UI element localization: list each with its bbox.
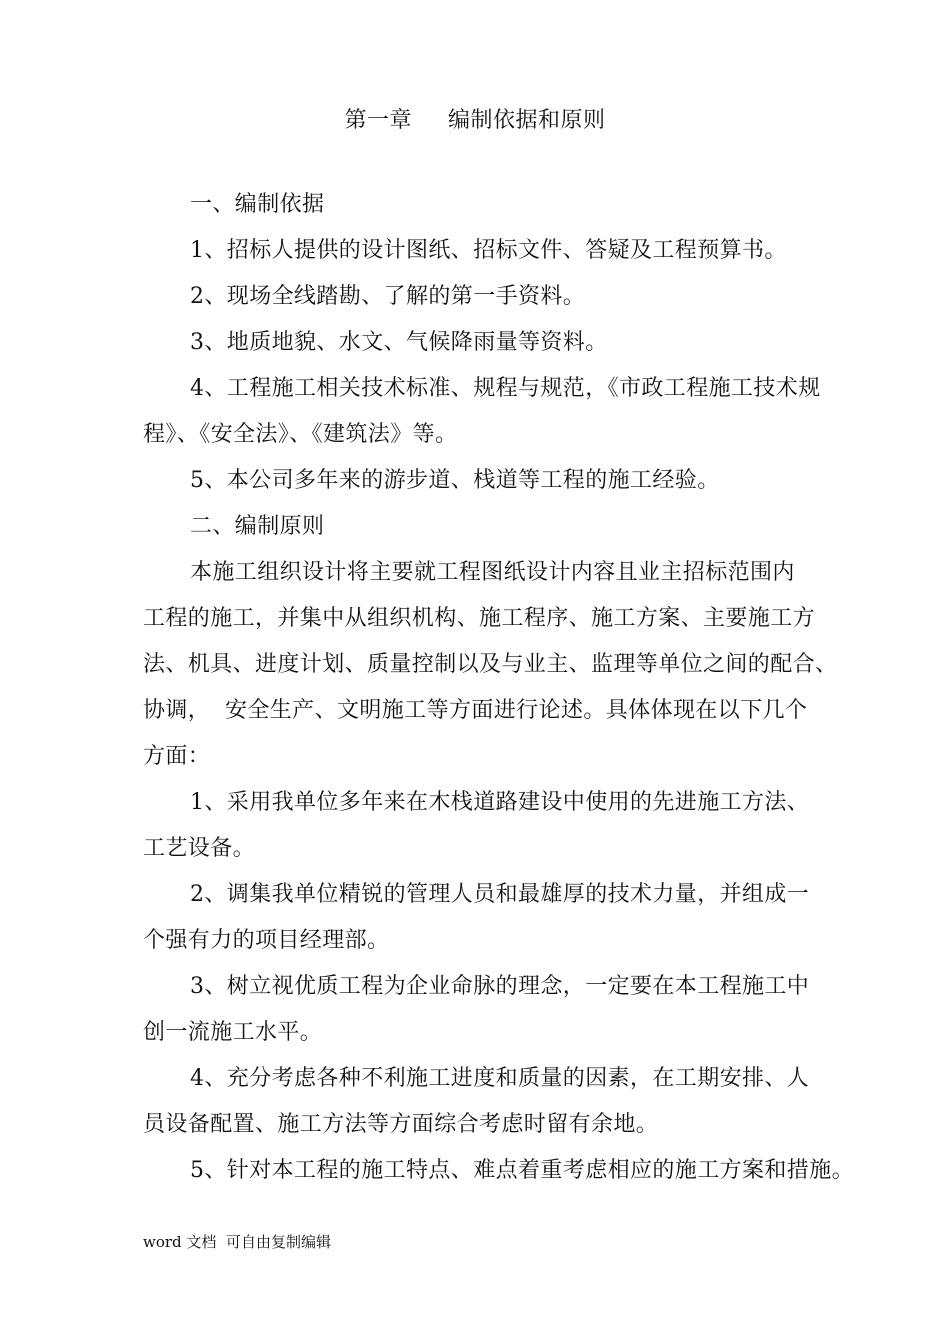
- principle-item-1: 1、采用我单位多年来在木栈道路建设中使用的先进施工方法、: [190, 790, 810, 815]
- principles-paragraph-line-5: 方面：: [143, 744, 211, 769]
- principle-item-2: 2、调集我单位精锐的管理人员和最雄厚的技术力量，并组成一: [190, 882, 810, 907]
- principles-paragraph-line-4: 协调， 安全生产、文明施工等方面进行论述。具体体现在以下几个: [143, 698, 808, 723]
- section-heading-principles: 二、编制原则: [190, 514, 325, 539]
- principles-paragraph-line-2: 工程的施工，并集中从组织机构、施工程序、施工方案、主要施工方: [143, 606, 816, 631]
- principle-item-5: 5、针对本工程的施工特点、难点着重考虑相应的施工方案和措施。: [190, 1158, 854, 1183]
- basis-item-4: 4、工程施工相关技术标准、规程与规范，《市政工程施工技术规: [190, 376, 821, 401]
- basis-item-4-cont: 程》、《安全法》、《建筑法》等。: [143, 422, 458, 447]
- chapter-title: [0, 105, 950, 137]
- basis-item-3: 3、地质地貌、水文、气候降雨量等资料。: [190, 330, 608, 355]
- basis-item-5: 5、本公司多年来的游步道、栈道等工程的施工经验。: [190, 468, 720, 493]
- principles-paragraph-line-1: 本施工组织设计将主要就工程图纸设计内容且业主招标范围内: [190, 560, 795, 585]
- principle-item-3-cont: 创一流施工水平。: [143, 1020, 323, 1045]
- principles-paragraph-line-3: 法、机具、进度计划、质量控制以及与业主、监理等单位之间的配合、: [143, 652, 838, 677]
- principle-item-4: 4、充分考虑各种不利施工进度和质量的因素，在工期安排、人: [190, 1066, 810, 1091]
- page-footer: word 文档 可自由复制编辑: [143, 1233, 331, 1251]
- principle-item-2-cont: 个强有力的项目经理部。: [143, 928, 390, 953]
- basis-item-2: 2、现场全线踏勘、了解的第一手资料。: [190, 284, 586, 309]
- principle-item-3: 3、树立视优质工程为企业命脉的理念，一定要在本工程施工中: [190, 974, 810, 999]
- chapter-heading: 编制依据和原则: [448, 108, 606, 133]
- basis-item-1: 1、招标人提供的设计图纸、招标文件、答疑及工程预算书。: [190, 238, 787, 263]
- principle-item-1-cont: 工艺设备。: [143, 836, 256, 861]
- section-heading-basis: 一、编制依据: [190, 192, 325, 217]
- principle-item-4-cont: 员设备配置、施工方法等方面综合考虑时留有余地。: [143, 1112, 659, 1137]
- chapter-number: 第一章: [344, 108, 412, 133]
